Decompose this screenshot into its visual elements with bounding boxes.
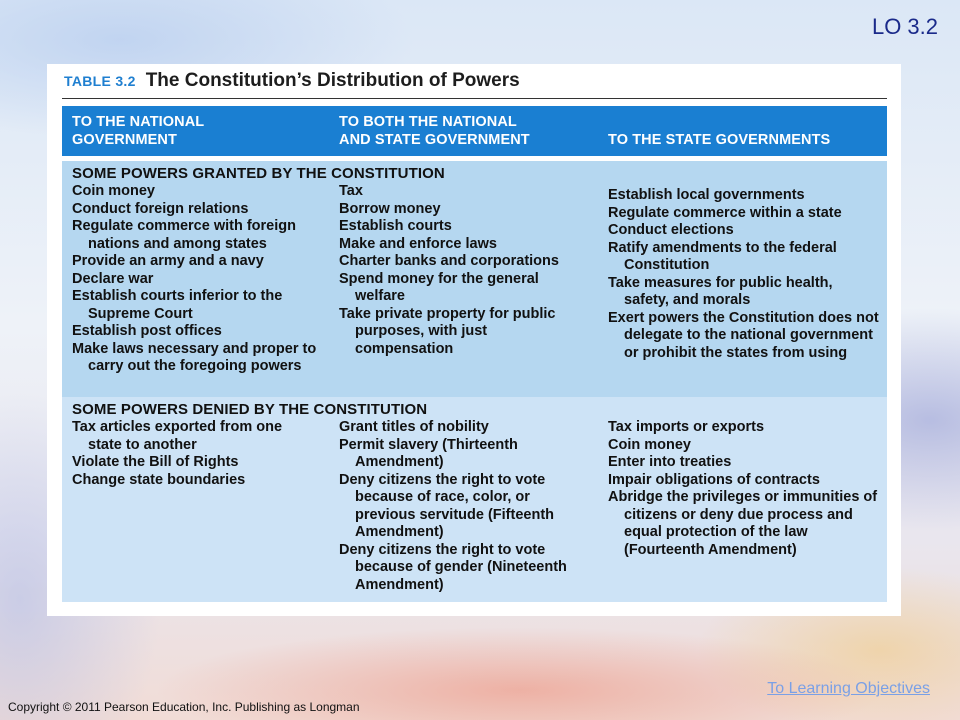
column-header-state-line1: TO THE STATE GOVERNMENTS (608, 132, 831, 148)
column-header-bar (62, 106, 887, 156)
power-item: Establish courts (339, 218, 452, 234)
power-item: Take measures for public health, safety, and morals (608, 274, 833, 308)
table-panel (47, 64, 901, 616)
power-item: Borrow money (339, 200, 441, 217)
power-item: Make laws necessary and proper to carry out the foregoing powers (72, 340, 317, 374)
granted-both-column (339, 183, 589, 358)
power-item: Coin money (72, 183, 155, 199)
section-heading-granted: SOME POWERS GRANTED BY THE CONSTITUTION (72, 165, 445, 182)
learning-objectives-link[interactable]: To Learning Objectives (767, 680, 930, 697)
power-item: Exert powers the Constitution does not delegate to the national government or prohibit the states from using (608, 309, 879, 361)
power-item: Conduct foreign relations (72, 200, 249, 217)
copyright-notice: Copyright © 2011 Pearson Education, Inc. Publishing as Longman (8, 700, 360, 714)
power-item: Spend money for the general welfare (339, 270, 539, 304)
power-item: Tax articles exported from one state to another (72, 419, 283, 453)
power-item: Grant titles of nobility (339, 419, 489, 435)
table-title (64, 70, 520, 92)
table-name: The Constitution’s Distribution of Powers (145, 70, 520, 91)
power-item: Abridge the privileges or immunities of citizens or deny due process and equal protection of the law (Fourteenth Amendment) (608, 489, 878, 558)
power-item: Ratify amendments to the federal Constitution (608, 239, 837, 273)
granted-national-column (72, 183, 327, 376)
column-header-state (608, 131, 878, 149)
table-number: TABLE 3.2 (64, 73, 136, 89)
power-item: Tax (339, 183, 363, 199)
power-item: Tax imports or exports (608, 419, 765, 435)
power-item: Coin money (608, 436, 691, 453)
power-item: Make and enforce laws (339, 235, 497, 252)
column-header-national-line1: TO THE NATIONAL (72, 114, 205, 130)
section-heading-denied: SOME POWERS DENIED BY THE CONSTITUTION (72, 401, 428, 418)
power-item: Impair obligations of contracts (608, 471, 820, 488)
column-header-both (339, 113, 589, 149)
power-item: Provide an army and a navy (72, 253, 264, 269)
learning-objective-label: LO 3.2 (871, 14, 938, 39)
title-divider (62, 98, 887, 99)
column-header-both-line1: TO BOTH THE NATIONAL (339, 114, 517, 130)
denied-state-column (608, 419, 880, 559)
power-item: Establish post offices (72, 323, 222, 339)
power-item: Deny citizens the right to vote because of race, color, or previous servitude (Fifteenth Amendment) (339, 471, 555, 540)
power-item: Establish local governments (608, 187, 805, 203)
power-item: Regulate commerce with foreign nations and among states (72, 218, 296, 252)
denied-both-column (339, 419, 594, 594)
section-granted (62, 161, 887, 397)
column-header-national-line2: GOVERNMENT (72, 132, 177, 148)
power-item: Permit slavery (Thirteenth Amendment) (339, 436, 518, 470)
power-item: Charter banks and corporations (339, 253, 559, 269)
power-item: Deny citizens the right to vote because of gender (Nineteenth Amendment) (339, 541, 567, 593)
power-item: Declare war (72, 270, 154, 287)
power-item: Take private property for public purposes, with just compensation (339, 305, 556, 357)
section-denied (62, 397, 887, 602)
power-item: Regulate commerce within a state (608, 204, 842, 221)
power-item: Conduct elections (608, 222, 734, 238)
granted-state-column (608, 187, 880, 362)
column-header-national (72, 113, 322, 149)
power-item: Enter into treaties (608, 454, 732, 470)
power-item: Violate the Bill of Rights (72, 454, 239, 470)
power-item: Establish courts inferior to the Supreme Court (72, 288, 283, 322)
column-header-both-line2: AND STATE GOVERNMENT (339, 132, 530, 148)
denied-national-column (72, 419, 312, 489)
power-item: Change state boundaries (72, 471, 246, 488)
